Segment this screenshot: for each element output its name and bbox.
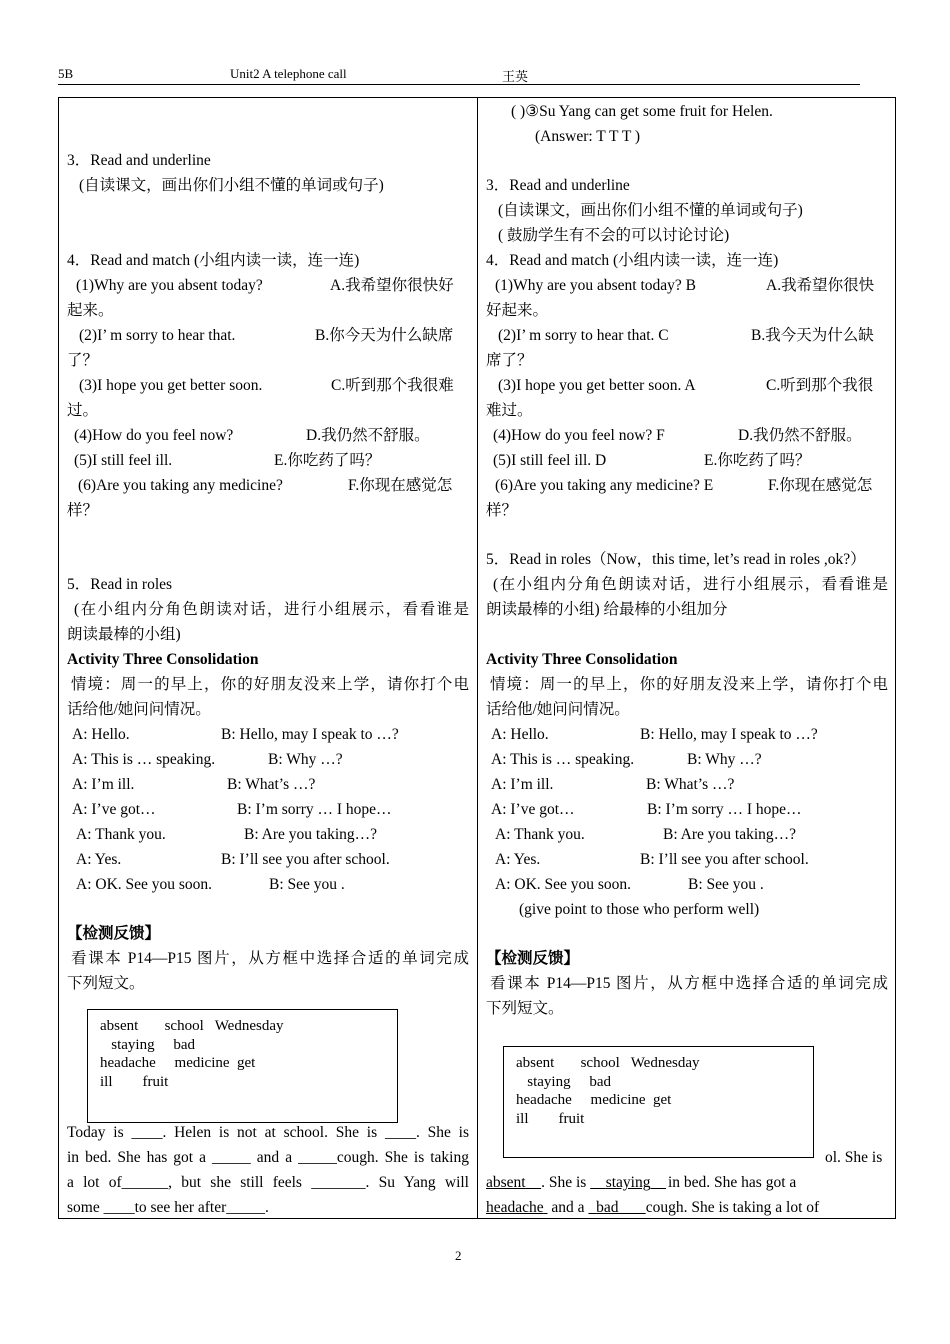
cloze-answer: absent <box>486 1174 526 1191</box>
cloze-text: . She is <box>541 1174 591 1191</box>
page-number: 2 <box>455 1248 462 1263</box>
word-box-line: absent school Wednesday <box>516 1055 700 1071</box>
student-column <box>59 98 478 1218</box>
context-line-cont: 话给他/她问问情况。 <box>67 701 211 718</box>
match-item: (2)I’ m sorry to hear that. C <box>498 327 669 344</box>
dialog-b: B: What’s …? <box>227 776 316 793</box>
match-item: (6)Are you taking any medicine? E <box>495 477 714 494</box>
word-box-line: ill fruit <box>100 1073 169 1090</box>
dialog-b: B: I’m sorry … I hope… <box>237 801 392 818</box>
dialog-a: A: OK. See you soon. <box>495 876 632 893</box>
cloze-answer <box>486 1199 548 1216</box>
dialog-b: B: Are you taking…? <box>663 826 797 843</box>
dialog-b: B: Are you taking…? <box>244 826 378 843</box>
match-item: (2)I’ m sorry to hear that. <box>79 327 236 344</box>
word-box-line: staying bad <box>100 1036 195 1053</box>
match-answer: D.我仍然不舒服。 <box>306 427 430 444</box>
match-item: (1)Why are you absent today? <box>76 277 263 294</box>
context-line: 情境：周一的早上，你的好朋友没来上学，请你打个电 <box>490 676 888 693</box>
match-answer: B.你今天为什么缺席 <box>315 327 454 344</box>
dialog-a: A: Hello. <box>72 726 130 743</box>
dialog-a: A: I’ve got… <box>491 801 575 818</box>
dialog-a: A: This is … speaking. <box>491 751 635 768</box>
dialog-a: A: Thank you. <box>495 826 585 843</box>
dialog-b: B: Hello, may I speak to …? <box>221 726 399 743</box>
dialog-a: A: I’ve got… <box>72 801 156 818</box>
dialog-b: B: I’ll see you after school. <box>221 851 390 868</box>
match-answer-cont: 了？ <box>67 352 99 369</box>
feedback-title: 【检测反馈】 <box>67 925 161 942</box>
match-answer: E.你吃药了吗？ <box>704 452 811 469</box>
teacher-note: (give point to those who perform well) <box>519 901 760 918</box>
dialog-b: B: Why …? <box>687 751 762 768</box>
dialog-a: A: I’m ill. <box>491 776 554 793</box>
dialog-b: B: I’ll see you after school. <box>640 851 809 868</box>
context-line: 情境：周一的早上，你的好朋友没来上学，请你打个电 <box>71 676 469 693</box>
word-box-line: headache medicine get <box>516 1092 672 1108</box>
cloze-line-tail: ol. She is <box>825 1149 883 1166</box>
cloze-answer-word: staying <box>605 1174 651 1191</box>
word-box-line: headache medicine get <box>100 1055 256 1071</box>
feedback-instruction-cont: 下列短文。 <box>67 975 145 992</box>
page-header <box>58 66 860 85</box>
section-4-title: 4．Read and match (小组内读一读，连一连) <box>67 252 360 269</box>
match-item: (1)Why are you absent today? B <box>495 277 697 294</box>
activity-three-title: Activity Three Consolidation <box>486 651 678 668</box>
section-3-note: (自读课文，画出你们小组不懂的单词或句子) <box>79 177 384 194</box>
section-3-tip: ( 鼓励学生有不会的可以讨论讨论) <box>498 227 730 244</box>
match-answer: D.我仍然不舒服。 <box>738 427 862 444</box>
feedback-instruction: 看课本 P14—P15 图片，从方框中选择合适的单词完成 <box>71 950 469 967</box>
feedback-title: 【检测反馈】 <box>486 950 580 967</box>
match-answer-cont: 好起来。 <box>486 302 549 319</box>
dialog-b: B: Hello, may I speak to …? <box>640 726 818 743</box>
match-item: (5)I still feel ill. D <box>493 452 607 469</box>
answer-key: (Answer: T T T ) <box>535 128 641 145</box>
lesson-table <box>58 97 896 1219</box>
cloze-answer <box>588 1199 645 1216</box>
teacher-name: 王英 <box>502 69 529 84</box>
cloze-answer <box>590 1174 666 1191</box>
match-answer: F.你现在感觉怎 <box>348 477 453 494</box>
cloze-text: cough. She is taking a lot of <box>645 1199 820 1216</box>
dialog-a: A: Yes. <box>495 851 541 868</box>
cloze-answer-word: headache <box>486 1199 544 1216</box>
match-answer: F.你现在感觉怎 <box>768 477 873 494</box>
context-line-cont: 话给他/她问问情况。 <box>486 701 630 718</box>
dialog-a: A: Hello. <box>491 726 549 743</box>
match-answer: B.我今天为什么缺 <box>751 327 874 344</box>
section-5-note: (在小组内分角色朗读对话，进行小组展示，看看谁是 <box>493 576 888 593</box>
section-3-title: 3．Read and underline <box>67 152 211 169</box>
section-3-note: (自读课文，画出你们小组不懂的单词或句子) <box>498 202 803 219</box>
match-item: (4)How do you feel now? F <box>493 427 665 444</box>
match-item: (5)I still feel ill. <box>74 452 173 469</box>
match-answer-cont: 过。 <box>67 402 99 419</box>
section-5-title: 5．Read in roles <box>67 576 173 593</box>
dialog-a: A: This is … speaking. <box>72 751 216 768</box>
section-4-title: 4．Read and match (小组内读一读，连一连) <box>486 252 779 269</box>
dialog-b: B: What’s …? <box>646 776 735 793</box>
match-answer-cont: 样？ <box>67 502 99 519</box>
match-answer: E.你吃药了吗？ <box>274 452 381 469</box>
dialog-b: B: See you . <box>688 876 764 893</box>
match-answer: C.听到那个我很 <box>766 377 874 394</box>
activity-three-title: Activity Three Consolidation <box>67 651 259 668</box>
dialog-a: A: I’m ill. <box>72 776 135 793</box>
dialog-a: A: Yes. <box>76 851 122 868</box>
dialog-b: B: I’m sorry … I hope… <box>647 801 802 818</box>
cloze-blank <box>526 1174 542 1191</box>
dialog-b: B: Why …? <box>268 751 343 768</box>
dialog-a: A: OK. See you soon. <box>76 876 213 893</box>
cloze-answer-word: bad <box>596 1199 619 1216</box>
match-item: (4)How do you feel now? <box>74 427 234 444</box>
match-answer: A.我希望你很快 <box>766 277 875 294</box>
grade-label: 5B <box>58 66 74 81</box>
true-false-item: ( )③Su Yang can get some fruit for Helen. <box>511 103 773 120</box>
word-box <box>87 1009 398 1123</box>
cloze-line: a lot of______, but she still feels _______. Su Yang will <box>67 1174 469 1191</box>
match-answer-cont: 样？ <box>486 502 518 519</box>
feedback-instruction: 看课本 P14—P15 图片，从方框中选择合适的单词完成 <box>490 975 888 992</box>
section-5-note: (在小组内分角色朗读对话，进行小组展示，看看谁是 <box>74 601 469 618</box>
match-answer-cont: 难过。 <box>486 402 533 419</box>
word-box-line: absent school Wednesday <box>100 1018 284 1034</box>
cloze-line: Today is ____. Helen is not at school. She is ____. She is <box>67 1124 469 1141</box>
word-box <box>503 1046 814 1158</box>
section-3-title: 3．Read and underline <box>486 177 630 194</box>
section-5-title: 5．Read in roles（Now，this time, let’s read in roles ,ok?） <box>486 551 866 568</box>
match-item: (3)I hope you get better soon. <box>79 377 263 394</box>
match-answer-cont: 起来。 <box>67 302 114 319</box>
match-item: (3)I hope you get better soon. A <box>498 377 696 394</box>
match-answer: A.我希望你很快好 <box>330 277 454 294</box>
cloze-line: some ____to see her after_____. <box>67 1199 269 1216</box>
unit-title: Unit2 A telephone call <box>230 66 347 81</box>
word-box-line: ill fruit <box>516 1110 585 1127</box>
match-item: (6)Are you taking any medicine? <box>78 477 283 494</box>
cloze-line <box>486 1195 888 1218</box>
match-answer: C.听到那个我很难 <box>331 377 454 394</box>
section-5-note-cont: 朗读最棒的小组) <box>67 626 181 643</box>
cloze-text: in bed. She has got a <box>667 1174 797 1191</box>
cloze-text: and a <box>547 1199 589 1216</box>
word-box-line: staying bad <box>516 1073 611 1090</box>
cloze-line: in bed. She has got a _____ and a _____cough. She is taking <box>67 1149 469 1166</box>
dialog-a: A: Thank you. <box>76 826 166 843</box>
feedback-instruction-cont: 下列短文。 <box>486 1000 564 1017</box>
section-5-note-cont: 朗读最棒的小组) 给最棒的小组加分 <box>486 601 728 618</box>
match-answer-cont: 席了？ <box>486 352 533 369</box>
cloze-line <box>486 1170 888 1195</box>
dialog-b: B: See you . <box>269 876 345 893</box>
teacher-column <box>478 98 896 1218</box>
